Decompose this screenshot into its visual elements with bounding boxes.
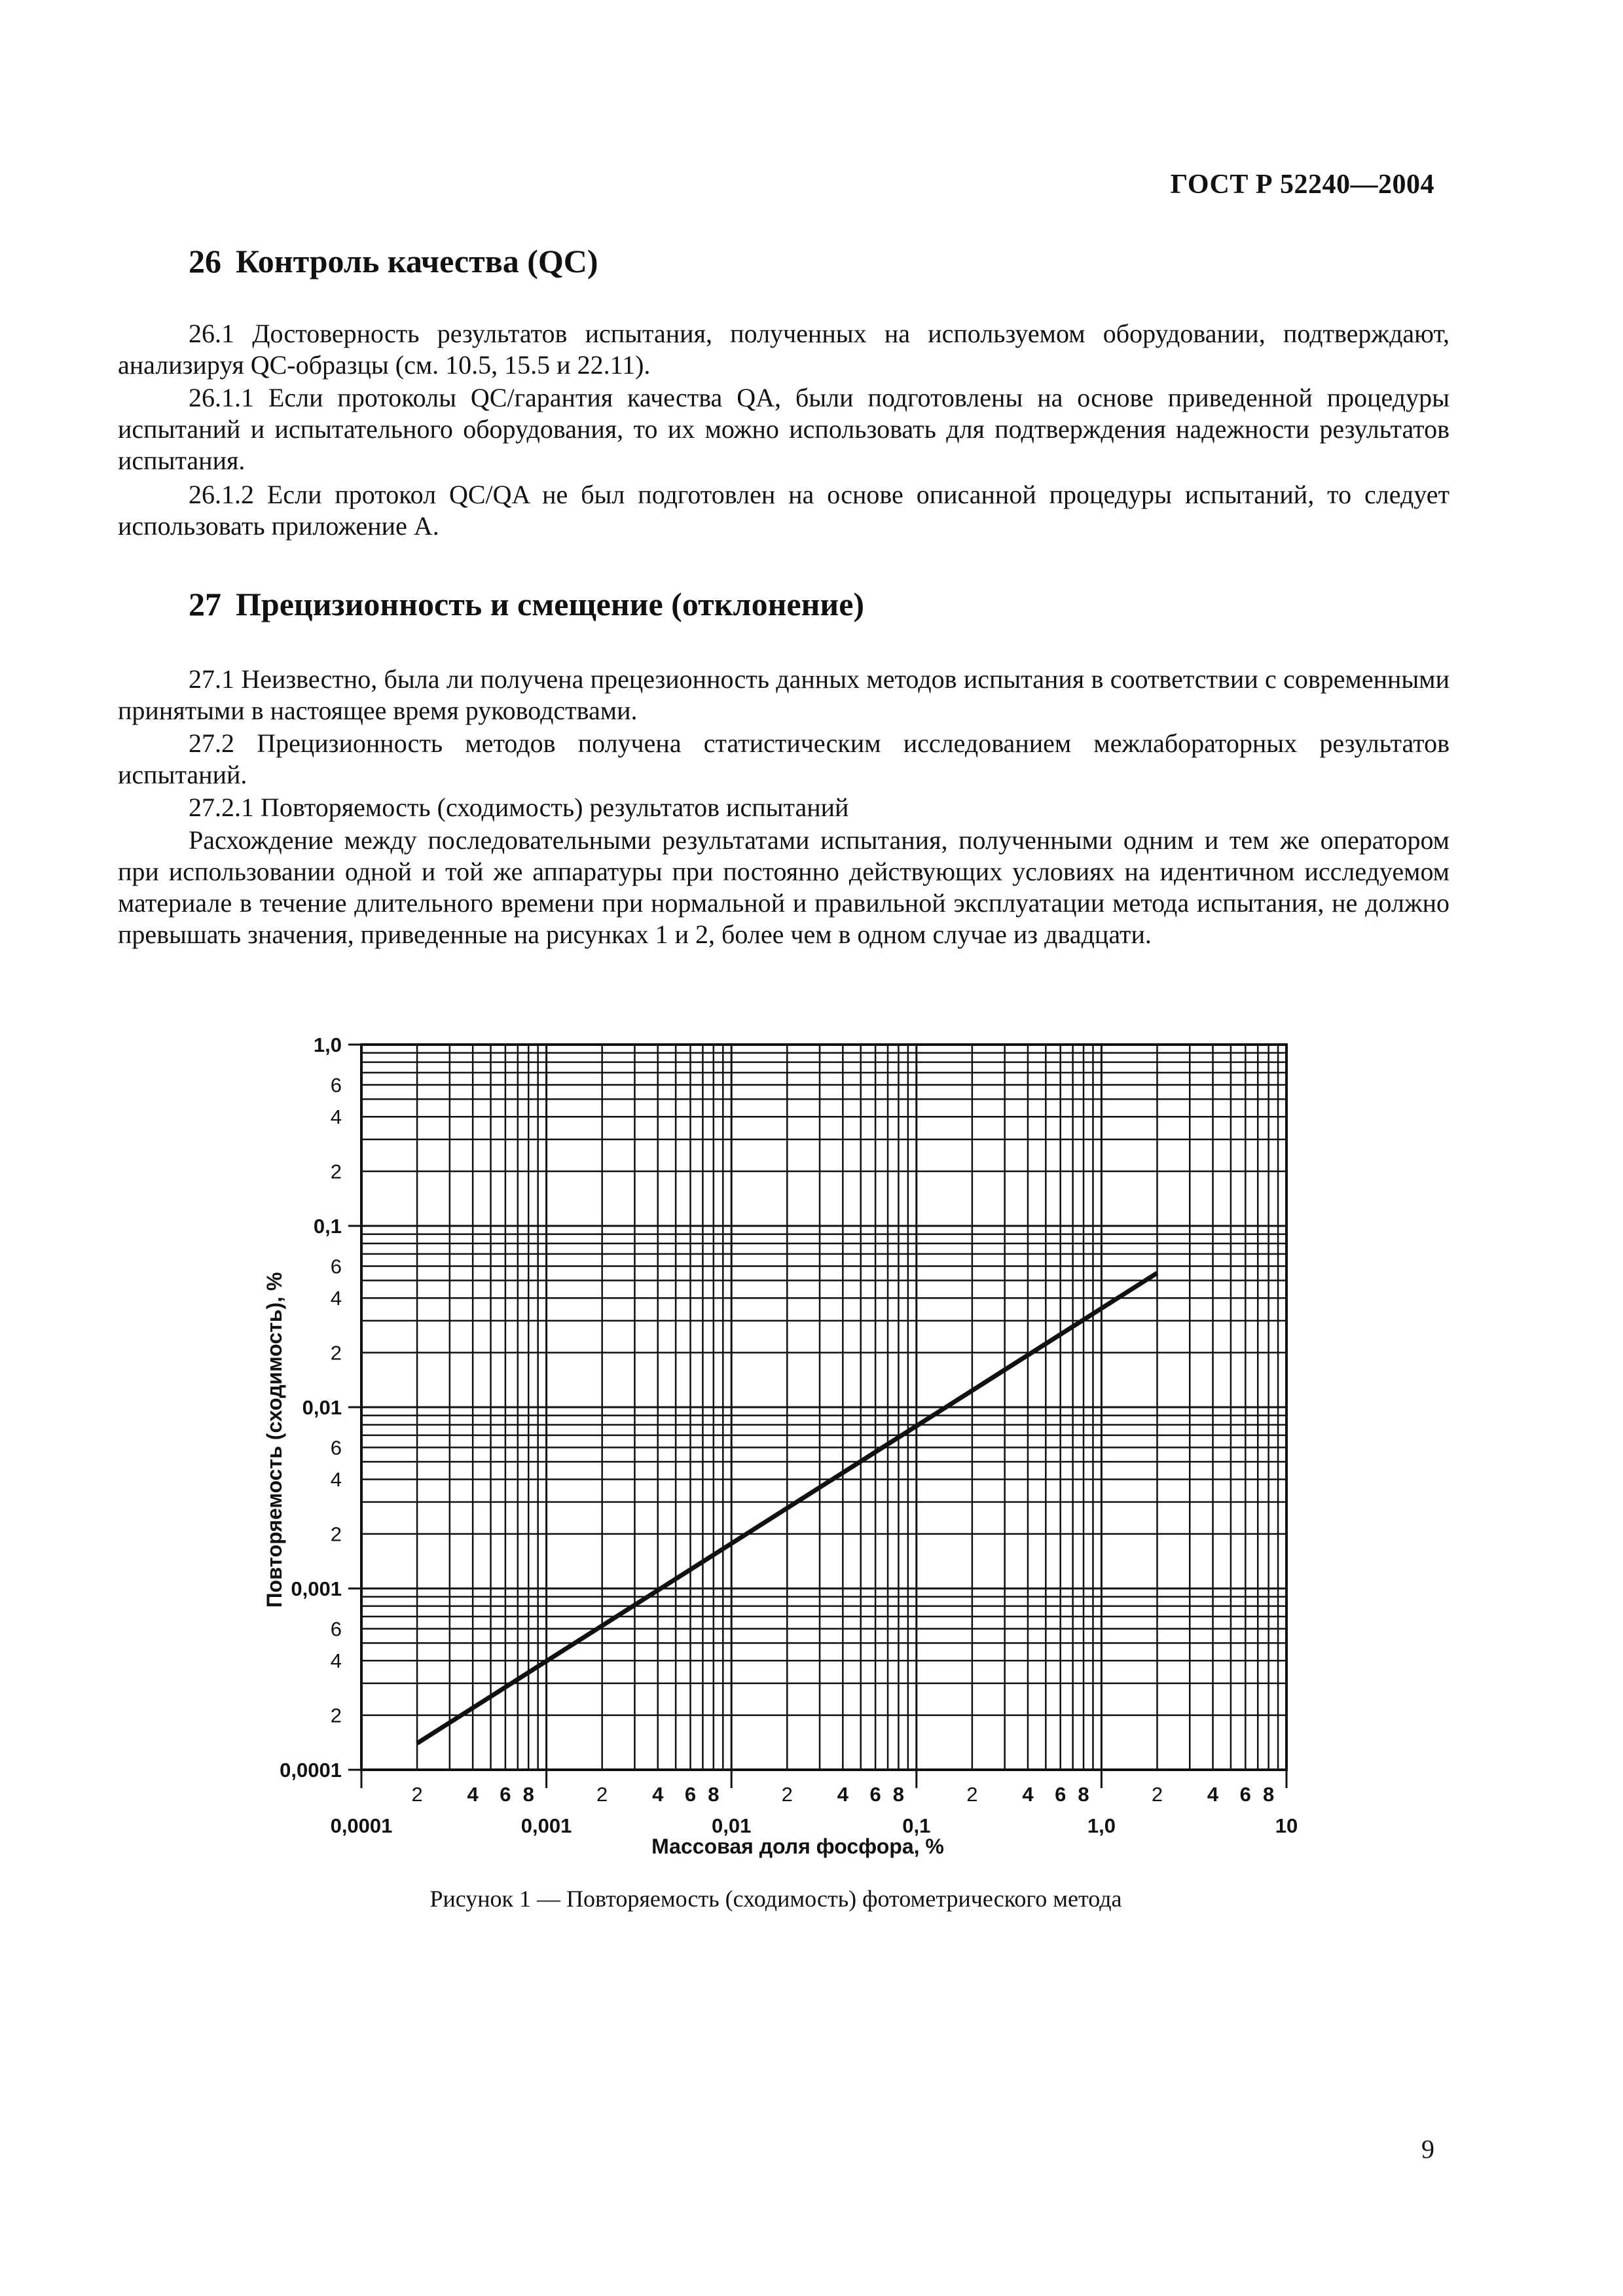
y-minor-tick-label: 4: [330, 1105, 342, 1129]
x-minor-tick-label: 4: [652, 1783, 664, 1806]
y-decade-label: 0,001: [291, 1577, 342, 1600]
paragraph-26-1: 26.1 Достоверность результатов испытания, полученных на используемом оборудовании, подтверждают, анализируя QC-образцы (см. 10.5, 15.5 и 22.11).: [118, 319, 1450, 380]
x-minor-tick-label: 4: [1022, 1783, 1034, 1806]
page-number: 9: [1421, 2134, 1434, 2164]
paragraph-repeatability: Расхождение между последовательными результатами испытания, полученными одним и тем же оператором при использовании одной и той же аппаратуры при постоянно действующих условиях на идентичном исследуемом материале в течение длительного времени при нормальной и правильной эксплуатации метода испытания, не должно превышать значения, приведенные на рисунках 1 и 2, более чем в одном случае из двадцати.: [118, 825, 1450, 949]
x-decade-label: 0,001: [520, 1814, 572, 1837]
x-minor-tick-label: 2: [966, 1783, 978, 1806]
paragraph-26-1-2: 26.1.2 Если протокол QC/QA не был подготовлен на основе описанной процедуры испытаний, то следует использовать приложение А.: [118, 480, 1450, 541]
paragraph-27-2: 27.2 Прецизионность методов получена статистическим исследованием межлабораторных результатов испытаний.: [118, 728, 1450, 789]
x-minor-tick-label: 6: [684, 1783, 697, 1806]
y-decade-label: 1,0: [313, 1033, 342, 1056]
x-minor-tick-label: 8: [892, 1783, 905, 1806]
y-minor-tick-label: 6: [330, 1617, 342, 1641]
y-minor-tick-label: 4: [330, 1649, 342, 1673]
y-decade-label: 0,01: [302, 1396, 342, 1419]
document-code: ГОСТ Р 52240—2004: [1170, 170, 1434, 200]
section-27-number: 27: [189, 586, 221, 622]
x-minor-tick-label: 4: [467, 1783, 479, 1806]
x-axis-title: Массовая доля фосфора, %: [651, 1835, 944, 1858]
y-minor-tick-label: 6: [330, 1255, 342, 1278]
x-minor-tick-label: 6: [1055, 1783, 1067, 1806]
y-minor-tick-label: 6: [330, 1073, 342, 1097]
paragraph-27-2-1: 27.2.1 Повторяемость (сходимость) результатов испытаний: [189, 793, 849, 822]
figure-caption: Рисунок 1 — Повторяемость (сходимость) фотометрического метода: [429, 1886, 1122, 1912]
x-minor-tick-label: 6: [1239, 1783, 1251, 1806]
x-minor-tick-label: 4: [1207, 1783, 1219, 1806]
x-decade-label: 0,01: [712, 1814, 752, 1837]
section-26-number: 26: [189, 243, 221, 279]
paragraph-26-1-1: 26.1.1 Если протоколы QC/гарантия качества QA, были подготовлены на основе приведенной процедуры испытаний и испытательного оборудования, то их можно использовать для подтверждения надежности результатов испытания.: [118, 383, 1450, 475]
y-minor-tick-label: 2: [330, 1522, 342, 1546]
x-minor-tick-label: 2: [411, 1783, 423, 1806]
x-minor-tick-label: 8: [1262, 1783, 1275, 1806]
x-minor-tick-label: 2: [596, 1783, 608, 1806]
y-axis-title: Повторяемость (сходимость), %: [263, 1272, 286, 1608]
x-minor-tick-label: 8: [522, 1783, 534, 1806]
x-minor-tick-label: 2: [781, 1783, 793, 1806]
y-minor-tick-label: 4: [330, 1287, 342, 1310]
y-decade-label: 0,0001: [280, 1759, 342, 1782]
y-minor-tick-label: 2: [330, 1160, 342, 1183]
paragraph-27-1: 27.1 Неизвестно, была ли получена прецезионность данных методов испытания в соответствии с современными принятыми в настоящее время руководствами.: [118, 664, 1450, 725]
x-minor-tick-label: 2: [1151, 1783, 1163, 1806]
y-minor-tick-label: 2: [330, 1704, 342, 1727]
y-minor-tick-label: 4: [330, 1468, 342, 1492]
section-26-title: Контроль качества (QC): [236, 243, 598, 279]
y-decade-label: 0,1: [313, 1215, 342, 1238]
y-minor-tick-label: 2: [330, 1341, 342, 1365]
y-minor-tick-label: 6: [330, 1436, 342, 1460]
x-decade-label: 1,0: [1087, 1814, 1116, 1837]
x-minor-tick-label: 8: [1078, 1783, 1089, 1806]
x-decade-label: 0,1: [902, 1814, 931, 1837]
x-minor-tick-label: 6: [500, 1783, 511, 1806]
section-27-title: Прецизионность и смещение (отклонение): [236, 586, 865, 622]
x-minor-tick-label: 8: [708, 1783, 720, 1806]
x-minor-tick-label: 6: [869, 1783, 881, 1806]
x-minor-tick-label: 4: [837, 1783, 848, 1806]
x-decade-label: 10: [1275, 1814, 1298, 1837]
x-decade-label: 0,0001: [330, 1814, 393, 1837]
